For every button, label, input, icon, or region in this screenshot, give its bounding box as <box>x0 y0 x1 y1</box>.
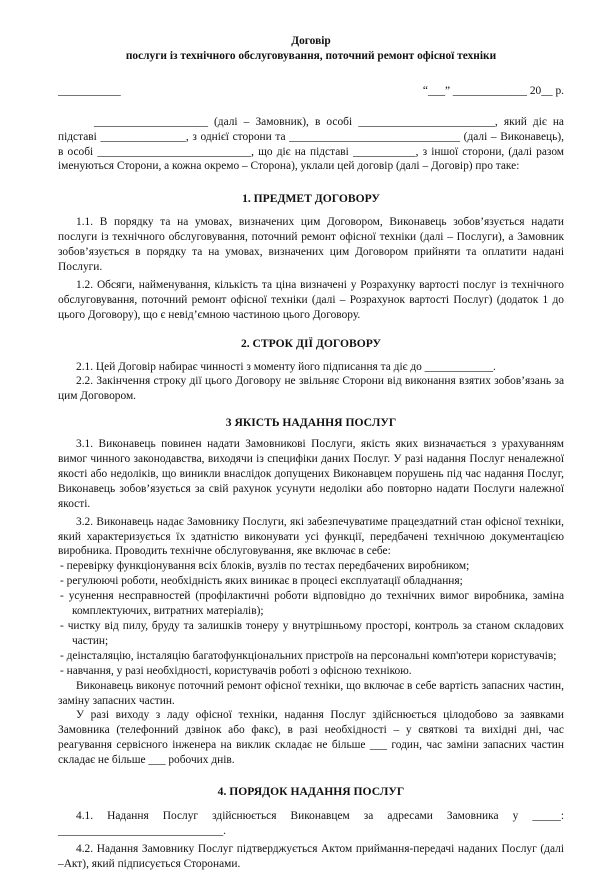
place-date-row <box>58 84 564 99</box>
clause-1-2: 1.2. Обсяги, найменування, кількість та ціна визначені у Розрахунку вартості послуг із технічного обслуговування, поточний ремонт офісної техніки (далі – Розрахунок вартості Послуг) (додаток 1 до цього Договору), що є невід’ємною частиною цього Договору. <box>58 278 564 321</box>
preamble-paragraph: ____________________ (далі – Замовник), в особі ________________________, який діє на підставі _______________, з однієї сторони та ______________________________ (далі – Виконавець), в особі ___________________________, що діє на підставі ___________, з іншої сторони, (далі разом іменуються Сторони, а кожна окремо – Сторона), уклали цей договір (далі – Договір) про таке: <box>58 115 564 173</box>
list-item: - навчання, у разі необхідності, користувачів роботі з офісною технікою. <box>60 664 412 677</box>
document-title: Договір <box>291 35 331 47</box>
list-item: - регулюючі роботи, необхідність яких виникає в процесі експлуатації обладнання; <box>60 575 463 588</box>
section-3-heading: 3 ЯКІСТЬ НАДАННЯ ПОСЛУГ <box>225 416 397 430</box>
clause-1-1: 1.1. В порядку та на умовах, визначених цим Договором, Виконавець зобов’язується надати послуги із технічного обслуговування, поточний ремонт офісної техніки (далі – Послуги), а Замовник зобов’язується в порядку та на умовах, визначених цим Договором прийняти та оплатити надані Послуги. <box>58 216 564 273</box>
list-item: - чистку від пилу, бруду та залишків тонеру у внутрішньому просторі, контроль за станом складових частин; <box>60 620 564 647</box>
section-4-heading: 4. ПОРЯДОК НАДАННЯ ПОСЛУГ <box>217 785 405 799</box>
document-subtitle: послуги із технічного обслуговування, поточний ремонт офісної техніки <box>125 49 497 62</box>
clause-3-repair: Виконавець виконує поточний ремонт офісної техніки, що включає в себе вартість запасних частин, заміну запасних частин. <box>58 679 564 707</box>
clause-3-2: 3.2. Виконавець надає Замовнику Послуги, які забезпечуватиме працездатний стан офісної техніки, який характеризується їх здатністю виконувати усі функції, передбачені технічною документацією виробника. Проводить технічне обслуговування, яке включає в себе: <box>58 515 564 558</box>
clause-4-1: 4.1. Надання Послуг здійснюється Виконавцем за адресами Замовника у _____: _____________________________. <box>58 809 564 837</box>
clause-2-1: 2.1. Цей Договір набирає чинності з моменту його підписання та діє до ____________. <box>76 360 496 373</box>
clause-4-2: 4.2. Надання Замовнику Послуг підтверджується Актом приймання-передачі наданих Послуг (далі –Акт), який підписується Сторонами. <box>58 842 564 870</box>
date-line: “___” _____________ 20__ р. <box>422 84 564 97</box>
section-1-heading: 1. ПРЕДМЕТ ДОГОВОРУ <box>242 192 380 206</box>
list-item: - усунення несправностей (профілактичні роботи відповідно до технічних вимог виробника, заміна комплектуючих, витратних матеріалів); <box>60 590 564 618</box>
clause-2-2: 2.2. Закінчення строку дії цього Договору не звільняє Сторони від виконання взятих зобов’язань за цим Договором. <box>58 375 564 403</box>
clause-3-1: 3.1. Виконавець повинен надати Замовникові Послуги, якість яких визначається з урахуванням вимог чинного законодавства, виходячи із специфіки даних Послуг. У разі надання Послуг неналежної якості або недоліків, що виникли внаслідок допущених Виконавцем порушень під час надання Послуг, Виконавець зобов’язується за свій рахунок усунути недоліки або повторно надати Послуги належної якості. <box>58 438 564 510</box>
clause-3-failure: У разі виходу з ладу офісної техніки, надання Послуг здійснюється цілодобово за заявками Замовника (телефонний дзвінок або факс), в разі необхідності – у святкові та вихідні дні, час реагування сервісного інженера на виклик складає не більше ___ годин, час заміни запасних частин складає не більше ___ робочих днів. <box>58 709 564 767</box>
list-item: - деінсталяцію, інсталяцію багатофункціональних пристроїв на персональні комп'ютери користувачів; <box>60 649 557 662</box>
list-item: - перевірку функціонування всіх блоків, вузлів по тестах передбачених виробником; <box>60 560 470 573</box>
section-2-heading: 2. СТРОК ДІЇ ДОГОВОРУ <box>240 336 382 350</box>
place-blank: ___________ <box>58 84 121 97</box>
